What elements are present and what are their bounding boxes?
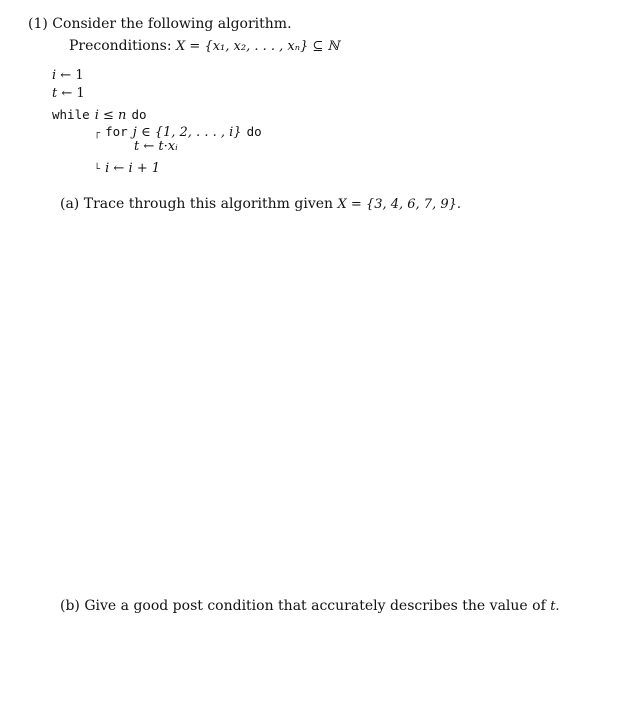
part-b-math: t.: [550, 599, 560, 614]
preconditions: [69, 38, 339, 54]
part-a: [60, 196, 461, 212]
block-open-bracket-icon: ┌: [94, 128, 101, 139]
assign-expr: ← 1: [57, 86, 85, 101]
problem-heading: [28, 16, 292, 32]
var-i: i: [52, 68, 57, 83]
part-b-text: Give a good post condition that accurately describes the value of: [84, 598, 546, 614]
part-a-label: (a): [60, 196, 80, 212]
algo-line-2: [52, 86, 85, 101]
preconditions-label: Preconditions:: [69, 38, 172, 54]
assign-expr: ← 1: [56, 68, 84, 83]
preconditions-math: X = {x₁, x₂, . . . , xₙ} ⊆ ℕ: [176, 39, 340, 54]
problem-number: (1): [28, 16, 48, 32]
algo-line-multiply: t ← t·xᵢ: [134, 139, 178, 154]
while-keyword: while: [52, 107, 90, 122]
block-close-bracket-icon: └: [94, 164, 101, 175]
increment-stmt: i ← i + 1: [105, 161, 161, 176]
while-condition: i ≤ n: [94, 108, 127, 123]
algo-line-1: [52, 68, 84, 83]
problem-intro: Consider the following algorithm.: [52, 16, 292, 32]
part-b-label: (b): [60, 598, 80, 614]
part-a-math: X = {3, 4, 6, 7, 9}.: [337, 197, 462, 212]
algo-line-for: [94, 121, 262, 140]
var-t: t: [52, 86, 58, 101]
do-keyword: do: [246, 124, 262, 139]
algo-line-increment: [94, 157, 160, 176]
part-b: [60, 598, 560, 614]
for-condition: j ∈ {1, 2, . . . , i}: [132, 125, 242, 140]
part-a-text: Trace through this algorithm given: [83, 196, 334, 212]
do-keyword: do: [131, 107, 147, 122]
for-keyword: for: [105, 124, 128, 139]
